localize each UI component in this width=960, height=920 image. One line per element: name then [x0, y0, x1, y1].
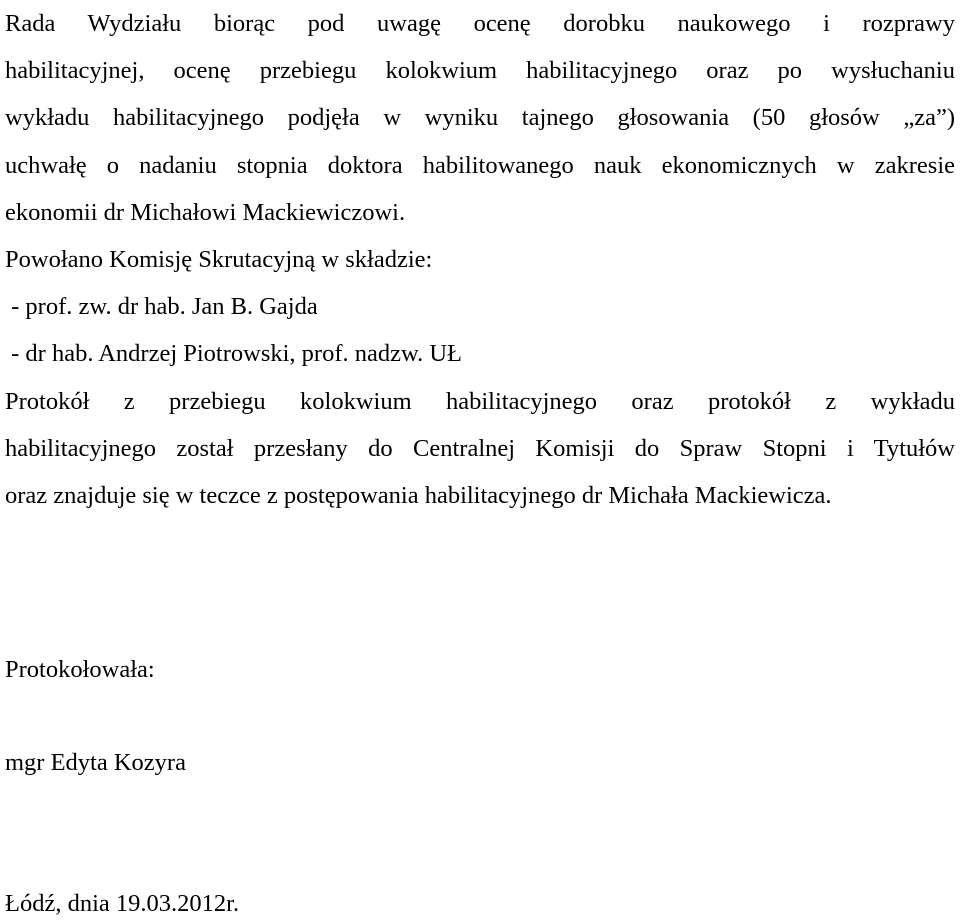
paragraph-line: Rada Wydziału biorąc pod uwagę ocenę dorobku naukowego i rozprawy [5, 10, 955, 37]
paragraph-line: wykładu habilitacyjnego podjęła w wyniku tajnego głosowania (50 głosów „za”) [5, 104, 955, 132]
protocol-paragraph [5, 378, 955, 520]
paragraph-line: habilitacyjnej, ocenę przebiegu kolokwium habilitacyjnego oraz po wysłuchaniu [5, 57, 955, 85]
paragraph-line: uchwałę o nadaniu stopnia doktora habilitowanego nauk ekonomicznych w zakresie [5, 151, 955, 179]
paragraph-line: ekonomii dr Michałowi Mackiewiczowi. [5, 198, 406, 226]
paragraph-line: Protokół z przebiegu kolokwium habilitacyjnego oraz protokół z wykładu [5, 387, 955, 415]
commission-heading: Powołano Komisję Skrutacyjną w składzie: [5, 245, 433, 273]
resolution-paragraph [5, 0, 955, 236]
recorded-by-label: Protokołowała: [5, 656, 155, 683]
commission-list [5, 283, 955, 377]
recorded-by-name: mgr Edyta Kozyra [5, 749, 186, 776]
commission-member: - prof. zw. dr hab. Jan B. Gajda [5, 293, 318, 321]
document-body [5, 0, 955, 519]
paragraph-line: habilitacyjnego został przesłany do Centralnej Komisji do Spraw Stopni i Tytułów [5, 434, 955, 462]
paragraph-line: oraz znajduje się w teczce z postępowania habilitacyjnego dr Michała Mackiewicza. [5, 481, 832, 509]
commission-member: - dr hab. Andrzej Piotrowski, prof. nadzw. UŁ [5, 340, 463, 368]
place-and-date: Łódź, dnia 19.03.2012r. [5, 890, 240, 917]
